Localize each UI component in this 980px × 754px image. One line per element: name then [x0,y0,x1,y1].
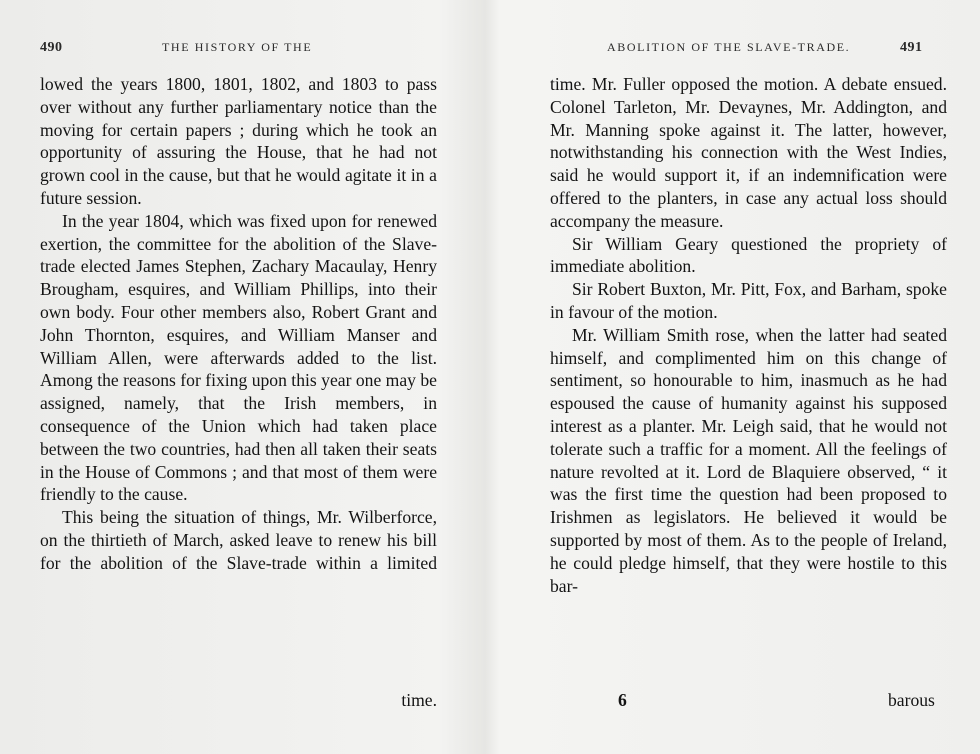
paragraph: Mr. William Smith rose, when the latter had seated himself, and complimented him on this change of sentiment, so honourable to him, inasmuch as he had espoused the cause of humanity against his supposed interest as a planter. Mr. Leigh said, that he would not tolerate such a traffic for a moment. All the feelings of nature revolted at it. Lord de Blaquiere observed, “ it was the first time the question had been proposed to Irishmen as legislators. He believed it would be supported by most of them. As to the people of Ireland, he could pledge himself, that they were hostile to this bar- [550,324,947,596]
right-page [490,0,980,754]
paragraph: time. Mr. Fuller opposed the motion. A debate ensued. Colonel Tarleton, Mr. Devaynes, Mr. Addington, and Mr. Manning spoke against it. The latter, however, notwithstanding his connection with the West Indies, said he would support it, if an indemnification were offered to the planters, in case any actual loss should accompany the measure. [550,74,947,231]
page-number: 490 [40,40,63,55]
page-number: 491 [900,40,923,55]
paragraph: This being the situation of things, Mr. Wilberforce, on the thirtieth of March, asked leave to renew his bill for the abolition of the Slave-trade within a limited [40,507,437,573]
signature-mark: 6 [618,690,627,710]
paragraph: lowed the years 1800, 1801, 1802, and 1803 to pass over without any further parliamentary notice than the moving for certain papers ; during which he took an opportunity of assuring the House, that he had not grown cool in the cause, but that he would agitate it in a future session. [40,74,437,208]
paragraph: In the year 1804, which was fixed upon for renewed exertion, the committee for the abolition of the Slave-trade elected James Stephen, Zachary Macaulay, Henry Brougham, esquires, and William Phillips, into their own body. Four other members also, Robert Grant and John Thornton, esquires, and William Manser and William Allen, were afterwards added to the list. Among the reasons for fixing upon this year one may be assigned, namely, that the Irish members, in consequence of the Union which had taken place between the two countries, had then all taken their seats in the House of Commons ; and that most of them were friendly to the cause. [40,210,437,505]
paragraph: Sir Robert Buxton, Mr. Pitt, Fox, and Barham, spoke in favour of the motion. [550,279,947,322]
catchword: barous [888,690,935,710]
body-text [550,73,947,597]
running-head: ABOLITION OF THE SLAVE-TRADE. [607,40,851,54]
paragraph: Sir William Geary questioned the propriety of immediate abolition. [550,233,947,277]
body-text [40,73,437,575]
running-head: THE HISTORY OF THE [162,40,313,54]
last-word: time. [401,690,437,710]
